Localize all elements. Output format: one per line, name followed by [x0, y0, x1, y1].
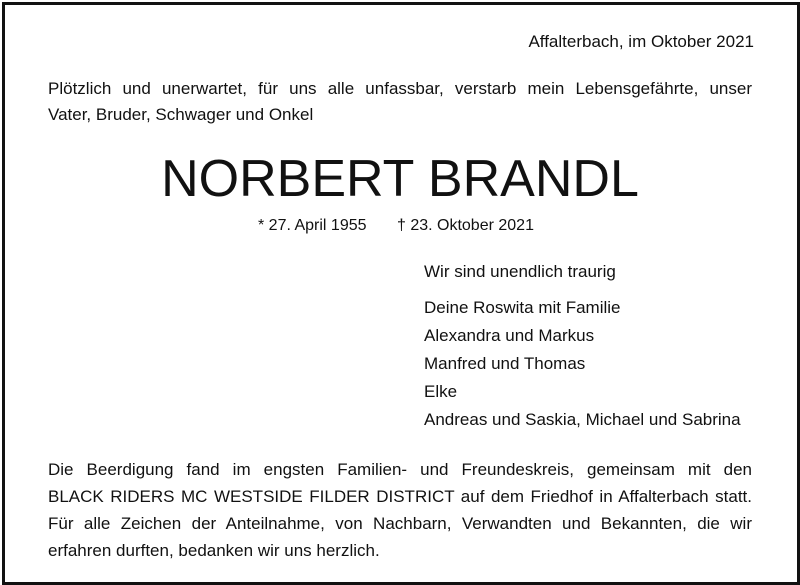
mourner-name: Deine Roswita mit Familie: [424, 298, 621, 317]
closing-line-2: BLACK RIDERS MC WESTSIDE FILDER DISTRICT auf dem Friedhof in Affalterbach statt.: [48, 487, 752, 506]
closing-line-1: Die Beerdigung fand im engsten Familien- und Freundeskreis, gemeinsam mit den: [48, 460, 752, 479]
intro-line-2: Vater, Bruder, Schwager und Onkel: [48, 105, 314, 124]
birth-date: * 27. April 1955: [258, 217, 367, 234]
place-date: Affalterbach, im Oktober 2021: [528, 32, 754, 51]
deceased-name: NORBERT BRANDL: [161, 150, 639, 208]
death-date: † 23. Oktober 2021: [396, 217, 534, 234]
mourner-name: Andreas und Saskia, Michael und Sabrina: [424, 410, 741, 429]
mourner-name: Elke: [424, 382, 458, 401]
closing-text: [48, 456, 752, 564]
intro-line-1: Plötzlich und unerwartet, für uns alle unfassbar, verstarb mein Lebensgefährte, unser: [48, 79, 752, 98]
mourner-name: Alexandra und Markus: [424, 326, 595, 345]
closing-line-3: Für alle Zeichen der Anteilnahme, von Nachbarn, Verwandten und Bekannten, die wir: [48, 514, 752, 533]
life-dates: [258, 216, 534, 236]
mourning-statement: Wir sind unendlich traurig: [424, 262, 616, 281]
intro-text: [48, 76, 752, 128]
mourner-name: Manfred und Thomas: [424, 354, 586, 373]
closing-line-4: erfahren durften, bedanken wir uns herzlich.: [48, 541, 380, 560]
mourners-block: [424, 262, 741, 438]
